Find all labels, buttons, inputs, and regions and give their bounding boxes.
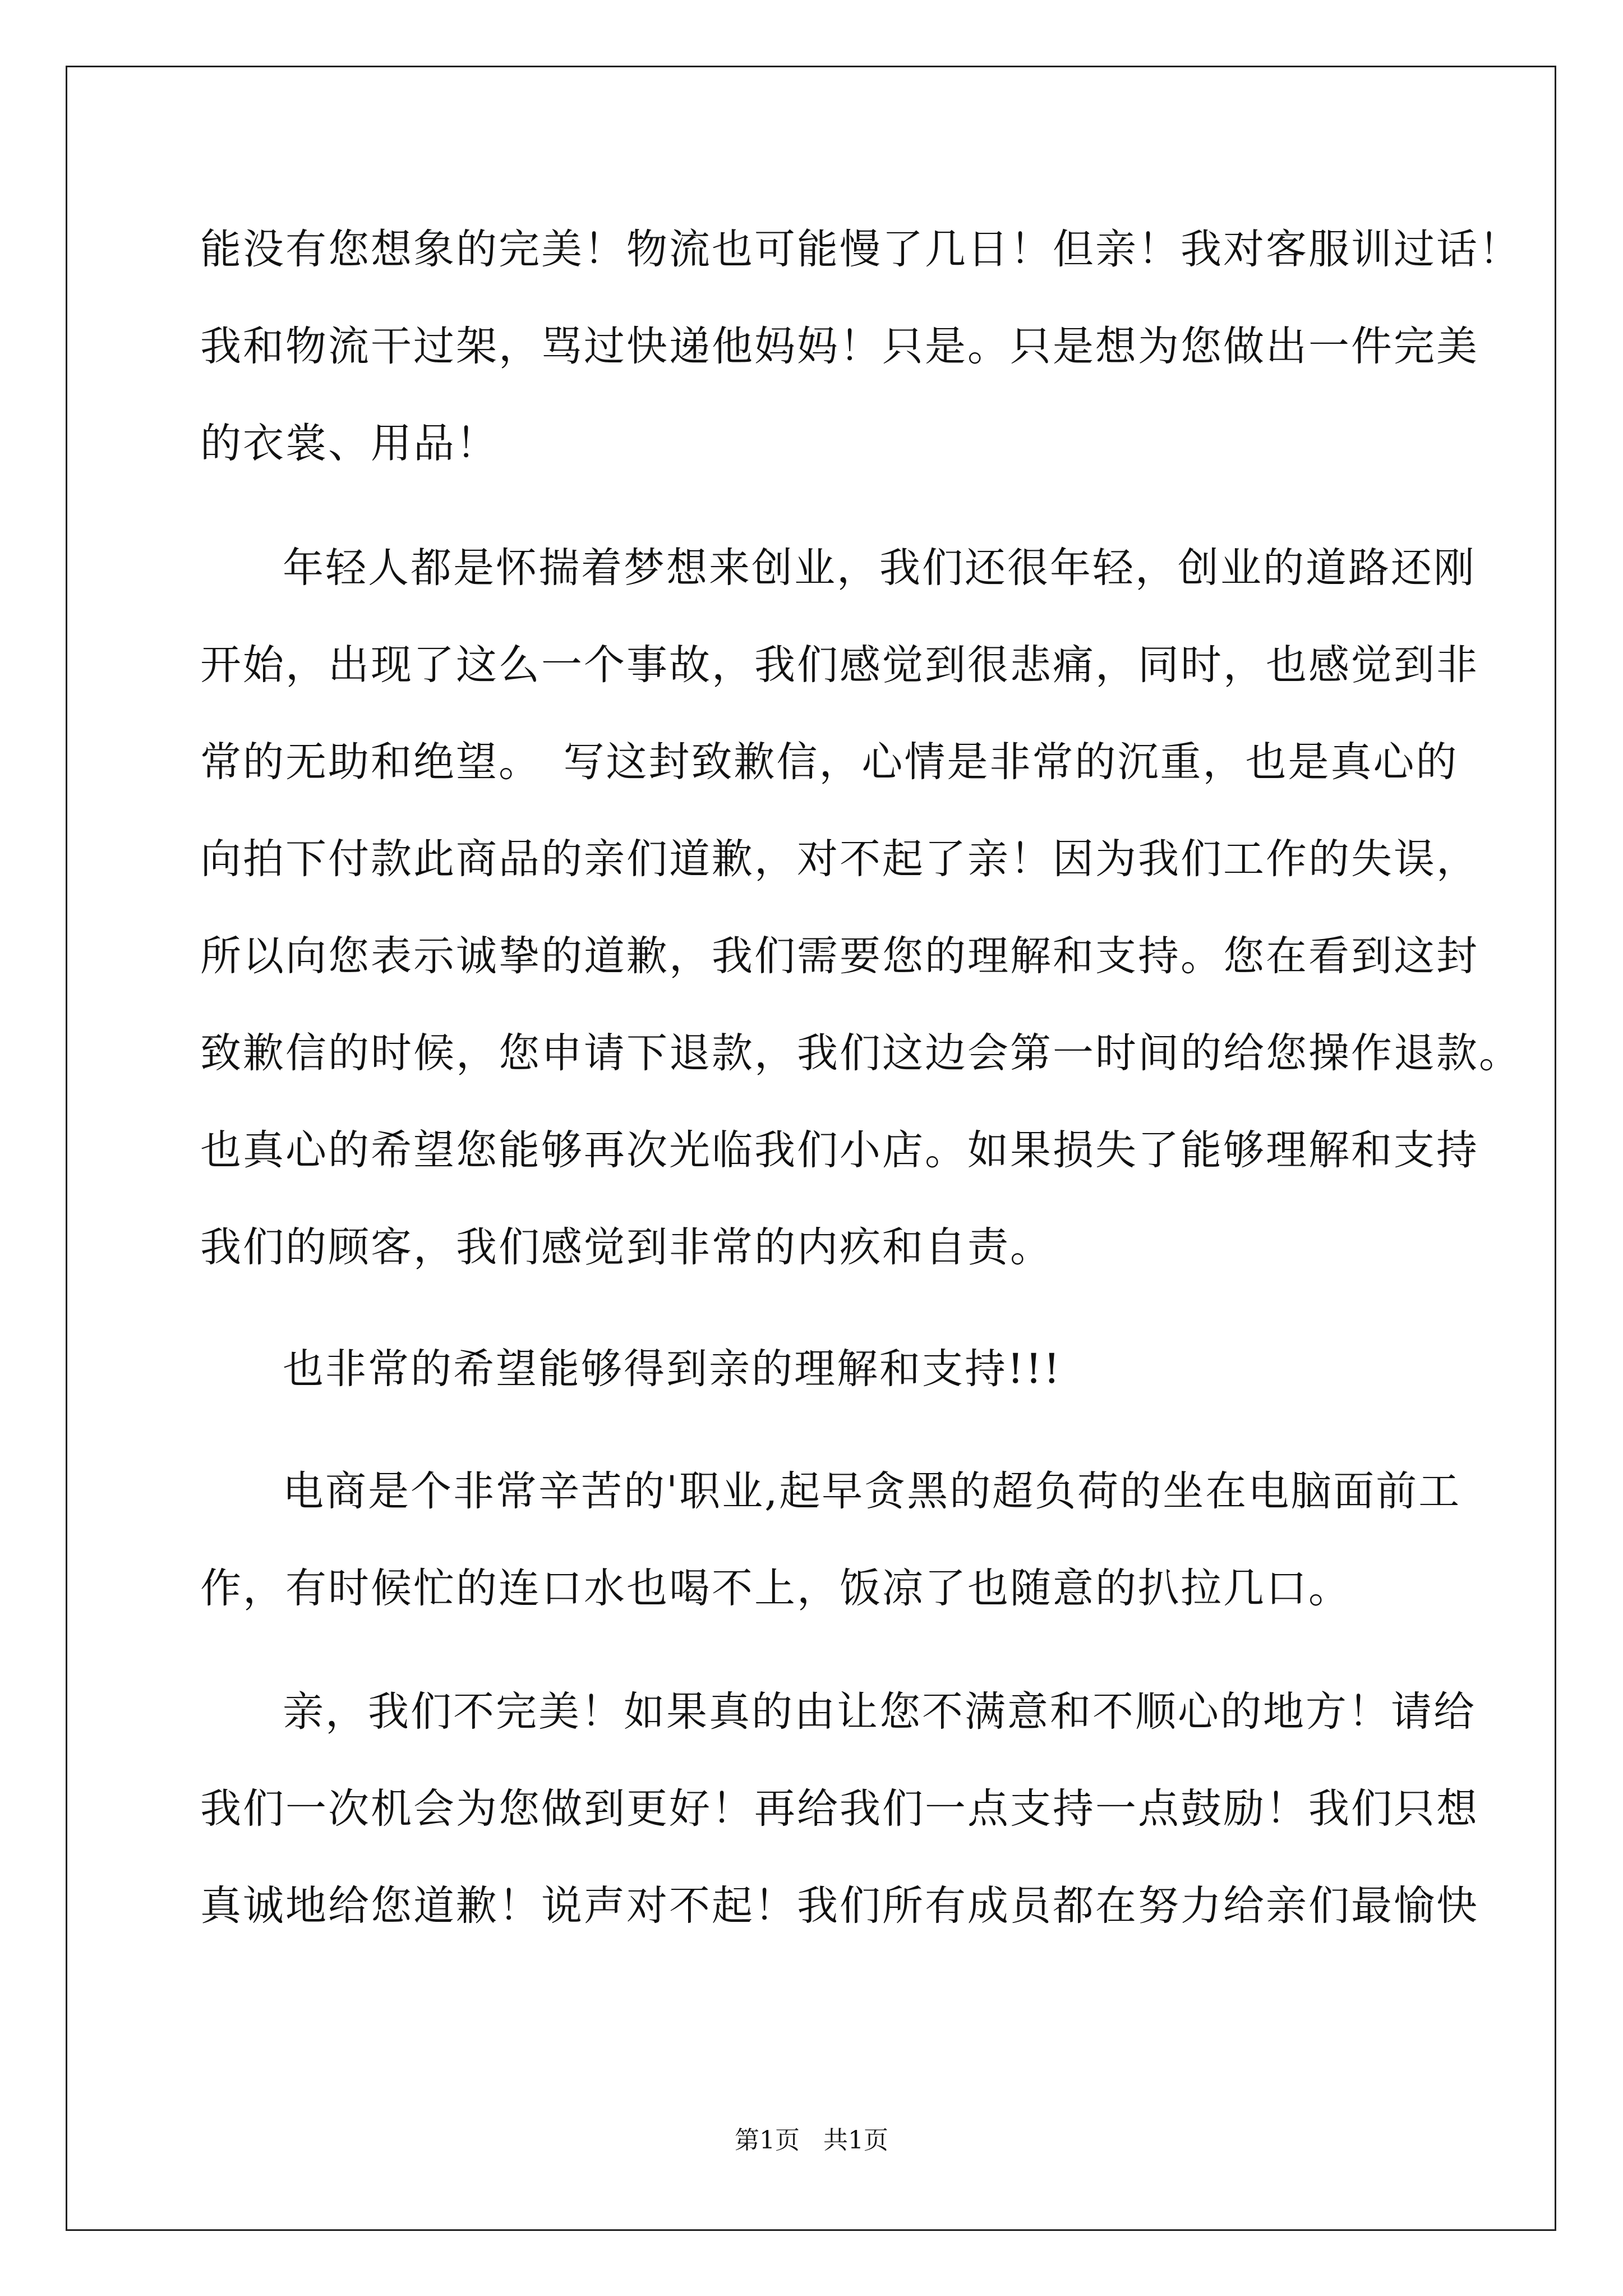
text-line: 的衣裳、用品！ (200, 420, 499, 467)
text-line: 我和物流干过架，骂过快递他妈妈！只是。只是想为您做出一件完美 (200, 323, 1479, 370)
text-line: 常的无助和绝望。 写这封致歉信，心情是非常的沉重，也是真心的 (200, 738, 1459, 786)
text-line: 能没有您想象的完美！物流也可能慢了几日！但亲！我对客服训过话！ (200, 226, 1521, 273)
text-line: 真诚地给您道歉！说声对不起！我们所有成员都在努力给亲们最愉快 (200, 1882, 1479, 1930)
text-line: 年轻人都是怀揣着梦想来创业，我们还很年轻，创业的道路还刚 (283, 544, 1476, 592)
text-line: 我们的顾客，我们感觉到非常的内疚和自责。 (200, 1223, 1053, 1271)
text-line: 所以向您表示诚挚的道歉，我们需要您的理解和支持。您在看到这封 (200, 932, 1479, 980)
text-line: 作，有时候忙的连口水也喝不上，饭凉了也随意的扒拉几口。 (200, 1565, 1351, 1612)
text-line: 开始，出现了这么一个事故，我们感觉到很悲痛，同时，也感觉到非 (200, 641, 1479, 689)
page-number-current: 第1页 (735, 2126, 800, 2155)
text-line: 电商是个非常辛苦的'职业,起早贪黑的超负荷的坐在电脑面前工 (283, 1467, 1461, 1515)
text-line: 也非常的希望能够得到亲的理解和支持!!! (283, 1345, 1062, 1393)
text-line: 我们一次机会为您做到更好！再给我们一点支持一点鼓励！我们只想 (200, 1785, 1479, 1833)
page-number-total: 共1页 (823, 2126, 888, 2155)
text-line: 致歉信的时候，您申请下退款，我们这边会第一时间的给您操作退款。 (200, 1029, 1521, 1077)
page-footer (0, 2125, 1623, 2156)
text-line: 亲，我们不完美！如果真的由让您不满意和不顺心的地方！请给 (283, 1688, 1476, 1736)
text-line: 也真心的希望您能够再次光临我们小店。如果损失了能够理解和支持 (200, 1126, 1479, 1174)
text-line: 向拍下付款此商品的亲们道歉，对不起了亲！因为我们工作的失误， (200, 835, 1479, 883)
